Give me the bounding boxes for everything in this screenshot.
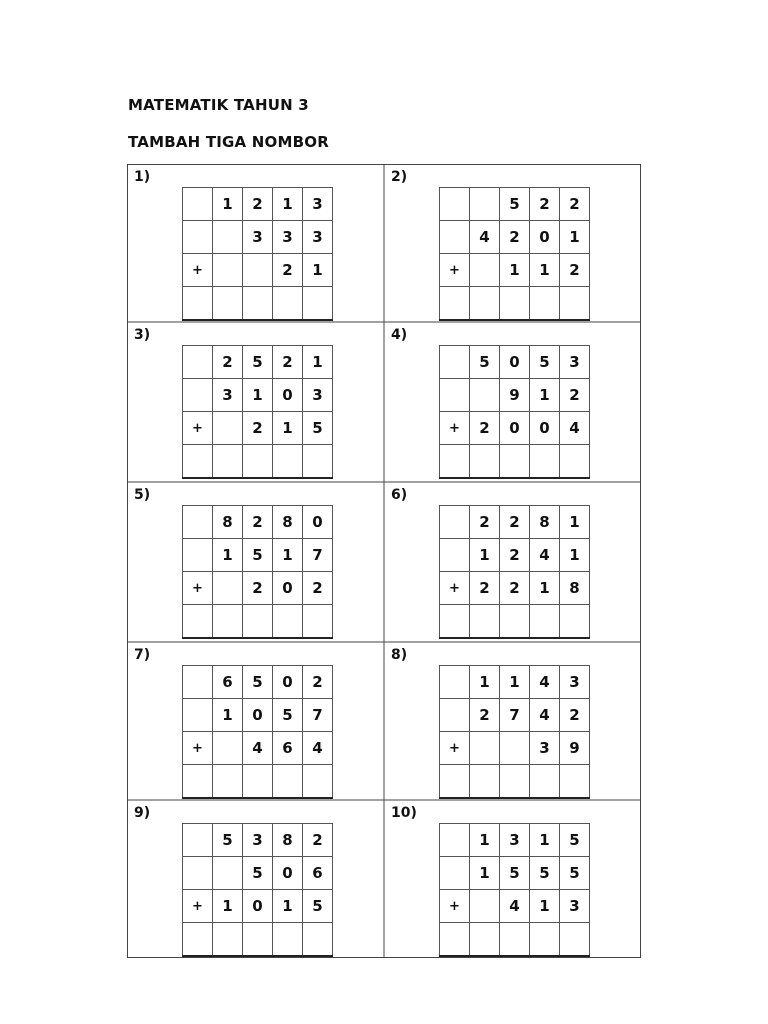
digit-cell [213, 254, 243, 287]
answer-box[interactable] [243, 923, 273, 956]
plus-sign-cell [183, 379, 213, 412]
digit-cell: 9 [560, 732, 590, 765]
digit-cell [213, 412, 243, 445]
answer-box[interactable] [440, 287, 470, 320]
digit-cell: 0 [500, 346, 530, 379]
digit-cell: 3 [213, 379, 243, 412]
addend-row [440, 346, 590, 379]
digit-cell: 2 [243, 188, 273, 221]
problem-cell [385, 643, 642, 801]
answer-box[interactable] [470, 923, 500, 956]
answer-row [440, 605, 590, 638]
problem-cell [385, 483, 642, 643]
addend-row [183, 221, 333, 254]
digit-cell: 3 [560, 890, 590, 923]
addend-row [440, 666, 590, 699]
plus-sign-cell [440, 379, 470, 412]
answer-box[interactable] [213, 923, 243, 956]
plus-sign-cell [440, 346, 470, 379]
addend-row [440, 572, 590, 605]
digit-cell: 2 [243, 506, 273, 539]
addend-row [183, 346, 333, 379]
digit-cell: 6 [213, 666, 243, 699]
digit-cell: 5 [303, 890, 333, 923]
digit-cell: 3 [303, 188, 333, 221]
addend-row [183, 666, 333, 699]
addend-row [183, 824, 333, 857]
problem-cell [128, 323, 385, 483]
answer-box[interactable] [273, 923, 303, 956]
answer-box[interactable] [500, 923, 530, 956]
plus-sign-cell [183, 824, 213, 857]
plus-sign-cell: + [440, 412, 470, 445]
digit-cell: 5 [303, 412, 333, 445]
digit-cell: 2 [560, 188, 590, 221]
answer-box[interactable] [470, 287, 500, 320]
addend-row [440, 188, 590, 221]
digit-cell: 2 [303, 666, 333, 699]
worksheet-grid [127, 164, 641, 958]
answer-box[interactable] [303, 923, 333, 956]
addition-table [439, 187, 590, 321]
addition-table [439, 665, 590, 799]
plus-sign-cell: + [440, 732, 470, 765]
digit-cell: 1 [273, 412, 303, 445]
digit-cell: 2 [500, 221, 530, 254]
answer-box[interactable] [500, 605, 530, 638]
addend-row [440, 221, 590, 254]
addend-row [183, 890, 333, 923]
digit-cell: 8 [530, 506, 560, 539]
digit-cell: 1 [470, 666, 500, 699]
plus-sign-cell: + [183, 572, 213, 605]
plus-sign-cell [183, 188, 213, 221]
digit-cell: 2 [500, 539, 530, 572]
problem-cell [128, 801, 385, 959]
problem-number: 4) [391, 327, 408, 343]
plus-sign-cell [440, 221, 470, 254]
plus-sign-cell [440, 666, 470, 699]
answer-box[interactable] [560, 765, 590, 798]
digit-cell: 0 [273, 379, 303, 412]
addition-table [439, 823, 590, 957]
digit-cell [213, 857, 243, 890]
digit-cell: 1 [273, 539, 303, 572]
digit-cell: 5 [560, 857, 590, 890]
digit-cell: 5 [530, 346, 560, 379]
digit-cell: 4 [243, 732, 273, 765]
addend-row [440, 824, 590, 857]
answer-row [183, 765, 333, 798]
digit-cell: 1 [213, 699, 243, 732]
digit-cell: 1 [213, 539, 243, 572]
problem-number: 2) [391, 169, 408, 185]
answer-box[interactable] [183, 923, 213, 956]
digit-cell: 1 [530, 572, 560, 605]
digit-cell: 1 [500, 254, 530, 287]
digit-cell: 5 [470, 346, 500, 379]
digit-cell: 5 [243, 539, 273, 572]
digit-cell: 1 [560, 221, 590, 254]
plus-sign-cell [183, 221, 213, 254]
addend-row [440, 506, 590, 539]
addend-row [183, 732, 333, 765]
answer-box[interactable] [530, 605, 560, 638]
answer-box[interactable] [560, 605, 590, 638]
digit-cell: 5 [500, 188, 530, 221]
answer-box[interactable] [530, 287, 560, 320]
answer-box[interactable] [303, 287, 333, 320]
digit-cell: 1 [470, 539, 500, 572]
digit-cell [470, 732, 500, 765]
answer-box[interactable] [440, 445, 470, 478]
digit-cell: 0 [243, 890, 273, 923]
digit-cell: 8 [213, 506, 243, 539]
problem-cell [385, 801, 642, 959]
digit-cell: 2 [243, 412, 273, 445]
digit-cell: 1 [560, 539, 590, 572]
answer-box[interactable] [470, 765, 500, 798]
digit-cell: 7 [303, 699, 333, 732]
problem-number: 5) [134, 487, 151, 503]
problem-number: 9) [134, 805, 151, 821]
addend-row [440, 539, 590, 572]
digit-cell: 5 [213, 824, 243, 857]
addend-row [183, 539, 333, 572]
digit-cell: 1 [213, 188, 243, 221]
digit-cell [470, 890, 500, 923]
plus-sign-cell: + [183, 412, 213, 445]
answer-box[interactable] [213, 445, 243, 478]
digit-cell: 6 [303, 857, 333, 890]
digit-cell: 3 [243, 824, 273, 857]
digit-cell: 4 [303, 732, 333, 765]
addend-row [183, 412, 333, 445]
digit-cell: 0 [243, 699, 273, 732]
plus-sign-cell: + [440, 254, 470, 287]
addend-row [183, 379, 333, 412]
answer-box[interactable] [500, 445, 530, 478]
page-title: MATEMATIK TAHUN 3 [128, 96, 309, 114]
digit-cell: 2 [500, 506, 530, 539]
addend-row [440, 254, 590, 287]
answer-row [440, 923, 590, 956]
digit-cell: 1 [470, 857, 500, 890]
plus-sign-cell: + [183, 890, 213, 923]
addend-row [183, 699, 333, 732]
digit-cell [470, 254, 500, 287]
answer-box[interactable] [213, 287, 243, 320]
problem-number: 3) [134, 327, 151, 343]
digit-cell: 1 [243, 379, 273, 412]
plus-sign-cell: + [440, 572, 470, 605]
answer-box[interactable] [560, 923, 590, 956]
digit-cell: 3 [303, 379, 333, 412]
answer-box[interactable] [470, 445, 500, 478]
digit-cell: 5 [500, 857, 530, 890]
answer-box[interactable] [273, 287, 303, 320]
digit-cell: 1 [530, 254, 560, 287]
plus-sign-cell [440, 699, 470, 732]
digit-cell: 4 [470, 221, 500, 254]
digit-cell: 7 [303, 539, 333, 572]
digit-cell: 2 [470, 412, 500, 445]
answer-box[interactable] [500, 765, 530, 798]
digit-cell: 2 [273, 346, 303, 379]
plus-sign-cell [440, 857, 470, 890]
digit-cell: 5 [273, 699, 303, 732]
answer-box[interactable] [530, 765, 560, 798]
digit-cell: 1 [303, 346, 333, 379]
digit-cell: 3 [273, 221, 303, 254]
digit-cell: 3 [303, 221, 333, 254]
digit-cell: 2 [470, 506, 500, 539]
digit-cell [213, 732, 243, 765]
answer-box[interactable] [440, 923, 470, 956]
problem-number: 7) [134, 647, 151, 663]
digit-cell: 1 [470, 824, 500, 857]
addend-row [183, 572, 333, 605]
digit-cell: 3 [560, 346, 590, 379]
addition-table [182, 345, 333, 479]
answer-row [183, 923, 333, 956]
digit-cell: 1 [213, 890, 243, 923]
answer-box[interactable] [560, 287, 590, 320]
digit-cell: 0 [273, 857, 303, 890]
answer-box[interactable] [470, 605, 500, 638]
answer-box[interactable] [243, 605, 273, 638]
digit-cell [500, 732, 530, 765]
problem-number: 8) [391, 647, 408, 663]
answer-box[interactable] [213, 605, 243, 638]
answer-box[interactable] [243, 765, 273, 798]
addend-row [440, 857, 590, 890]
addend-row [440, 890, 590, 923]
digit-cell: 1 [273, 890, 303, 923]
digit-cell: 2 [273, 254, 303, 287]
answer-box[interactable] [243, 445, 273, 478]
digit-cell: 8 [273, 824, 303, 857]
digit-cell: 5 [530, 857, 560, 890]
digit-cell: 1 [530, 379, 560, 412]
answer-box[interactable] [303, 765, 333, 798]
answer-row [183, 287, 333, 320]
answer-box[interactable] [273, 445, 303, 478]
plus-sign-cell: + [440, 890, 470, 923]
plus-sign-cell [440, 188, 470, 221]
addend-row [440, 379, 590, 412]
digit-cell: 1 [530, 890, 560, 923]
digit-cell [470, 188, 500, 221]
answer-box[interactable] [303, 605, 333, 638]
digit-cell: 3 [560, 666, 590, 699]
answer-box[interactable] [273, 605, 303, 638]
digit-cell: 4 [500, 890, 530, 923]
digit-cell: 5 [243, 857, 273, 890]
digit-cell: 2 [560, 254, 590, 287]
digit-cell: 4 [560, 412, 590, 445]
addend-row [440, 699, 590, 732]
digit-cell [213, 572, 243, 605]
answer-box[interactable] [303, 445, 333, 478]
digit-cell: 2 [560, 699, 590, 732]
answer-box[interactable] [500, 287, 530, 320]
plus-sign-cell [183, 666, 213, 699]
answer-row [440, 765, 590, 798]
answer-row [440, 287, 590, 320]
digit-cell: 2 [303, 572, 333, 605]
digit-cell: 0 [273, 572, 303, 605]
plus-sign-cell [440, 539, 470, 572]
plus-sign-cell [183, 699, 213, 732]
digit-cell: 1 [530, 824, 560, 857]
problem-number: 1) [134, 169, 151, 185]
answer-box[interactable] [440, 605, 470, 638]
answer-box[interactable] [243, 287, 273, 320]
answer-box[interactable] [530, 445, 560, 478]
answer-box[interactable] [183, 605, 213, 638]
answer-box[interactable] [183, 765, 213, 798]
problem-number: 6) [391, 487, 408, 503]
problem-cell [128, 483, 385, 643]
digit-cell: 2 [470, 572, 500, 605]
addend-row [183, 254, 333, 287]
answer-box[interactable] [560, 445, 590, 478]
answer-box[interactable] [530, 923, 560, 956]
page-subtitle: TAMBAH TIGA NOMBOR [128, 133, 329, 151]
digit-cell: 8 [273, 506, 303, 539]
digit-cell: 2 [530, 188, 560, 221]
addition-table [439, 505, 590, 639]
digit-cell: 5 [560, 824, 590, 857]
digit-cell: 0 [273, 666, 303, 699]
digit-cell [470, 379, 500, 412]
problem-cell [385, 165, 642, 323]
plus-sign-cell [440, 824, 470, 857]
digit-cell: 2 [243, 572, 273, 605]
answer-row [183, 605, 333, 638]
digit-cell [243, 254, 273, 287]
digit-cell: 2 [213, 346, 243, 379]
digit-cell: 5 [243, 666, 273, 699]
answer-row [440, 445, 590, 478]
problem-cell [128, 165, 385, 323]
answer-box[interactable] [273, 765, 303, 798]
answer-box[interactable] [213, 765, 243, 798]
problem-number: 10) [391, 805, 417, 821]
digit-cell: 1 [303, 254, 333, 287]
addend-row [183, 188, 333, 221]
digit-cell [213, 221, 243, 254]
digit-cell: 3 [500, 824, 530, 857]
digit-cell: 3 [530, 732, 560, 765]
digit-cell: 9 [500, 379, 530, 412]
digit-cell: 1 [500, 666, 530, 699]
digit-cell: 4 [530, 699, 560, 732]
addition-table [182, 187, 333, 321]
digit-cell: 0 [530, 221, 560, 254]
digit-cell: 6 [273, 732, 303, 765]
plus-sign-cell [183, 506, 213, 539]
digit-cell: 8 [560, 572, 590, 605]
plus-sign-cell [183, 857, 213, 890]
digit-cell: 0 [530, 412, 560, 445]
digit-cell: 2 [500, 572, 530, 605]
plus-sign-cell [440, 506, 470, 539]
answer-row [183, 445, 333, 478]
digit-cell: 2 [560, 379, 590, 412]
digit-cell: 4 [530, 539, 560, 572]
digit-cell: 4 [530, 666, 560, 699]
addend-row [440, 732, 590, 765]
digit-cell: 1 [273, 188, 303, 221]
addend-row [183, 857, 333, 890]
plus-sign-cell: + [183, 732, 213, 765]
digit-cell: 7 [500, 699, 530, 732]
addition-table [182, 665, 333, 799]
plus-sign-cell [183, 539, 213, 572]
answer-box[interactable] [183, 287, 213, 320]
addition-table [439, 345, 590, 479]
digit-cell: 3 [243, 221, 273, 254]
digit-cell: 1 [560, 506, 590, 539]
plus-sign-cell: + [183, 254, 213, 287]
addend-row [440, 412, 590, 445]
answer-box[interactable] [440, 765, 470, 798]
problem-cell [128, 643, 385, 801]
problem-cell [385, 323, 642, 483]
digit-cell: 5 [243, 346, 273, 379]
addition-table [182, 823, 333, 957]
addend-row [183, 506, 333, 539]
answer-box[interactable] [183, 445, 213, 478]
digit-cell: 0 [500, 412, 530, 445]
plus-sign-cell [183, 346, 213, 379]
digit-cell: 0 [303, 506, 333, 539]
digit-cell: 2 [303, 824, 333, 857]
digit-cell: 2 [470, 699, 500, 732]
addition-table [182, 505, 333, 639]
